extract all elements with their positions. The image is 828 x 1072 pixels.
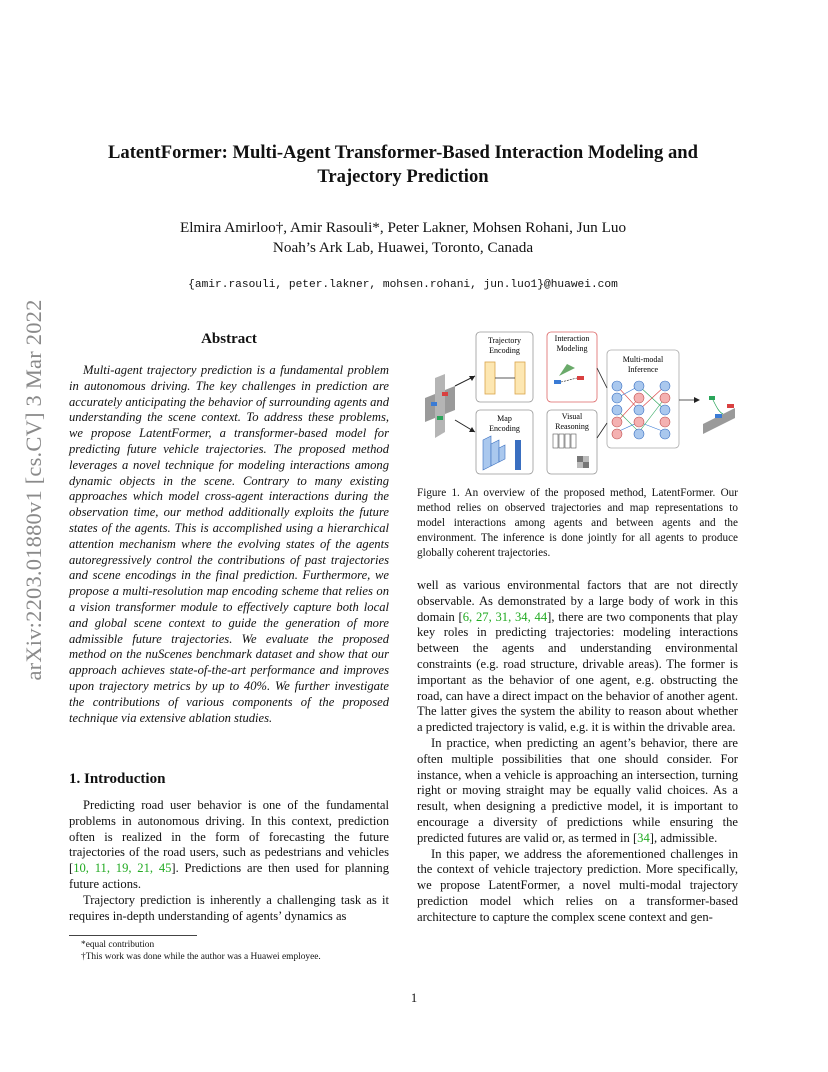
title-line-1: LatentFormer: Multi-Agent Transformer-Based Interaction Modeling and — [108, 142, 698, 163]
output-trajectory-icon — [703, 396, 735, 434]
footnotes — [69, 939, 389, 963]
trajectory-encoding-label-1: Trajectory — [487, 336, 522, 345]
trajectory-encoding-label-2: Encoding — [489, 346, 520, 355]
footnote-rule — [69, 935, 197, 936]
title-line-2: Trajectory Prediction — [317, 166, 489, 187]
right-paragraph-2: In practice, when predicting an agent’s behavior, there are often multiple possibilities that one should consider. For instance, when a vehicle is approaching an intersection, turning right or moving straight may be equally valid choices. As a result, when designing a predictive model, it is important to encourage a diversity of predictions while ensuring the predicted futures are valid or, as termed in [34], admissible. — [417, 735, 738, 845]
citation-link[interactable]: 6, 27, 31, 34, 44 — [462, 609, 548, 624]
figure-1-caption: Figure 1. An overview of the proposed method, LatentFormer. Our method relies on observed trajectories and map representations to model interactions among agents and between agents and the environment. The inference is done jointly for all agents to produce globally coherent trajectories. — [417, 487, 738, 559]
author-emails: {amir.rasouli, peter.lakner, mohsen.rohani, jun.luo1}@huawei.com — [188, 279, 618, 291]
author-block — [80, 218, 726, 258]
citation-link[interactable]: 34 — [637, 830, 650, 845]
page-number: 1 — [410, 991, 418, 1005]
visual-reasoning-label-1: Visual — [561, 412, 583, 421]
paper-title — [80, 141, 726, 189]
interaction-modeling-label-1: Interaction — [554, 334, 590, 343]
map-encoding-label-2: Encoding — [489, 424, 520, 433]
introduction-body — [69, 798, 389, 924]
road-intersection-icon — [425, 374, 455, 438]
map-encoding-label-1: Map — [497, 414, 512, 423]
author-names: Elmira Amirloo†, Amir Rasouli*, Peter Lakner, Mohsen Rohani, Jun Luo — [179, 219, 627, 236]
visual-reasoning-label-2: Reasoning — [555, 422, 589, 431]
right-paragraph-1: well as various environmental factors that are not directly observable. As demonstrated by a large body of work in this domain [6, 27, 31, 34, 44], there are two components that play key roles in predicting trajectories: modeling interactions between the agents and understanding environmental constraints (e.g. road structure, drivable areas). The former is important as the behavior of one agent, e.g. obstructing the road, can have a direct impact on the behavior of another agent. The latter gives the system the ability to reason about whether a predicted trajectory is valid, e.g. it is within the drivable area. — [417, 578, 739, 735]
arxiv-id-text: arXiv:2203.01880v1 [cs.CV] 3 Mar 2022 — [21, 299, 46, 681]
intro-paragraph-2: Trajectory prediction is inherently a challenging task as it requires in-depth understanding of agents’ dynamics as — [69, 892, 389, 923]
introduction-heading: 1. Introduction — [69, 771, 166, 787]
abstract-text: Multi-agent trajectory prediction is a fundamental problem in autonomous driving. The key challenges in prediction are accurately anticipating the behavior of surrounding agents and understanding the scene context. To address these problems, we propose LatentFormer, a transformer-based model for predicting future vehicle trajectories. The proposed method leverages a novel technique for modeling interactions among dynamic objects in the scene. Contrary to many existing approaches which model cross-agent interactions during the observation time, our method additionally exploits the future states of the agents. This is accomplished using a hierarchical attention mechanism where the evolving states of the agents autoregressively control the contributions of past trajectories and scene encodings in the final prediction. Furthermore, we propose a multi-resolution map encoding scheme that relies on a vision transformer module to effectively capture both local and global scene context to guide the generation of more admissible future trajectories. We evaluate the proposed method on the nuScenes benchmark dataset and show that our approach achieves state-of-the-art performance and improves upon trajectory metrics by up to 40%. We further investigate the contributions of various components of the proposed technique via extensive ablation studies. — [69, 363, 389, 725]
multimodal-inference-label-2: Inference — [627, 365, 659, 374]
author-affiliation: Noah’s Ark Lab, Huawei, Toronto, Canada — [272, 239, 534, 256]
multimodal-inference-label-1: Multi-modal — [622, 355, 664, 364]
citation-link[interactable]: 10, 11, 19, 21, 45 — [73, 861, 172, 876]
footnote-employee: †This work was done while the author was a Huawei employee. — [81, 952, 321, 962]
interaction-modeling-label-2: Modeling — [556, 344, 588, 353]
intro-paragraph-1: Predicting road user behavior is one of the fundamental problems in autonomous driving. In this context, prediction often is realized in the form of forecasting the future trajectories of the road users, such as pedestrians and vehicles [10, 11, 19, 21, 45]. Predictions are then used for planning future actions. — [69, 798, 389, 891]
right-column-body — [417, 578, 738, 926]
right-paragraph-3: In this paper, we address the aforementioned challenges in the context of vehicle trajectory prediction. More specifically, we propose LatentFormer, a novel multi-modal trajectory prediction model which relies on a transformer-based architecture to capture the complex scene context and gen- — [417, 846, 738, 924]
footnote-equal-contribution: *equal contribution — [81, 940, 155, 950]
arxiv-identifier — [10, 290, 58, 690]
figure-1-diagram — [417, 328, 738, 478]
abstract-heading: Abstract — [201, 331, 257, 347]
